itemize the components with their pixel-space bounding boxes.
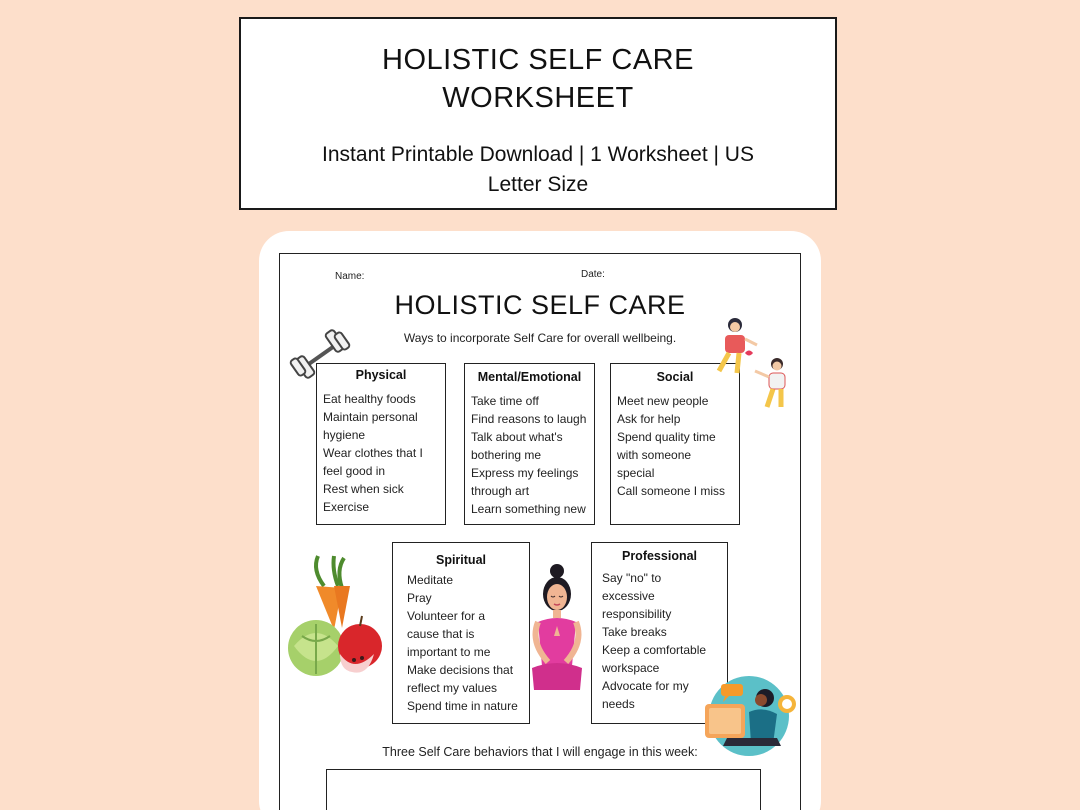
list-item: Pray: [407, 591, 432, 605]
list-item: Spend quality time: [617, 430, 716, 444]
worksheet-subtitle: Ways to incorporate Self Care for overall wellbeing.: [403, 331, 677, 345]
weekly-prompt: Three Self Care behaviors that I will engage in this week:: [382, 745, 698, 759]
list-item: responsibility: [602, 607, 672, 621]
category-box-mental-emotional: [464, 363, 595, 525]
list-item: Wear clothes that I: [323, 446, 423, 460]
meditating-woman-illustration: [524, 564, 586, 692]
list-item: Spend time in nature: [407, 699, 518, 713]
list-item: Learn something new: [471, 502, 586, 516]
list-item: with someone: [617, 448, 692, 462]
category-list: [317, 390, 445, 516]
category-box-spiritual: [392, 542, 530, 724]
list-item: Take breaks: [602, 625, 667, 639]
category-list: [393, 571, 529, 715]
category-heading: Mental/Emotional: [477, 370, 582, 384]
category-heading: Physical: [355, 368, 407, 382]
list-item: Meet new people: [617, 394, 709, 408]
remote-worker-illustration: [697, 676, 797, 754]
list-item: Volunteer for a: [407, 609, 486, 623]
category-heading: Professional: [621, 549, 698, 563]
banner-subtitle: Instant Printable Download | 1 Worksheet | US Letter Size: [322, 143, 754, 196]
list-item: reflect my values: [407, 681, 498, 695]
list-item: workspace: [602, 661, 660, 675]
category-list: [465, 392, 594, 518]
list-item: Find reasons to laugh: [471, 412, 587, 426]
name-label: Name:: [335, 271, 365, 282]
list-item: Rest when sick: [323, 482, 404, 496]
list-item: Take time off: [471, 394, 539, 408]
list-item: Meditate: [407, 573, 454, 587]
answer-box: [326, 769, 761, 810]
banner-title: HOLISTIC SELF CARE WORKSHEET: [382, 44, 694, 114]
list-item: hygiene: [323, 428, 366, 442]
category-heading: Social: [656, 370, 694, 384]
list-item: Talk about what's: [471, 430, 563, 444]
worksheet-title: HOLISTIC SELF CARE: [394, 290, 686, 320]
list-item: Say "no" to: [602, 571, 662, 585]
list-item: Make decisions that: [407, 663, 514, 677]
list-item: Express my feelings: [471, 466, 579, 480]
date-label: Date:: [581, 269, 605, 280]
list-item: through art: [471, 484, 530, 498]
list-item: Keep a comfortable: [602, 643, 707, 657]
list-item: needs: [602, 697, 635, 711]
dumbbell-icon: [292, 328, 354, 380]
list-item: feel good in: [323, 464, 386, 478]
list-item: Call someone I miss: [617, 484, 726, 498]
list-item: Maintain personal: [323, 410, 418, 424]
list-item: special: [617, 466, 655, 480]
list-item: excessive: [602, 589, 655, 603]
friends-illustration: [695, 315, 795, 415]
list-item: bothering me: [471, 448, 542, 462]
list-item: cause that is: [407, 627, 475, 641]
list-item: Eat healthy foods: [323, 392, 416, 406]
list-item: Exercise: [323, 500, 370, 514]
list-item: important to me: [407, 645, 491, 659]
listing-banner: [239, 17, 837, 210]
vegetables-illustration: [288, 556, 388, 682]
category-box-physical: [316, 363, 446, 525]
list-item: Ask for help: [617, 412, 681, 426]
category-heading: Spiritual: [435, 553, 486, 567]
list-item: Advocate for my: [602, 679, 689, 693]
